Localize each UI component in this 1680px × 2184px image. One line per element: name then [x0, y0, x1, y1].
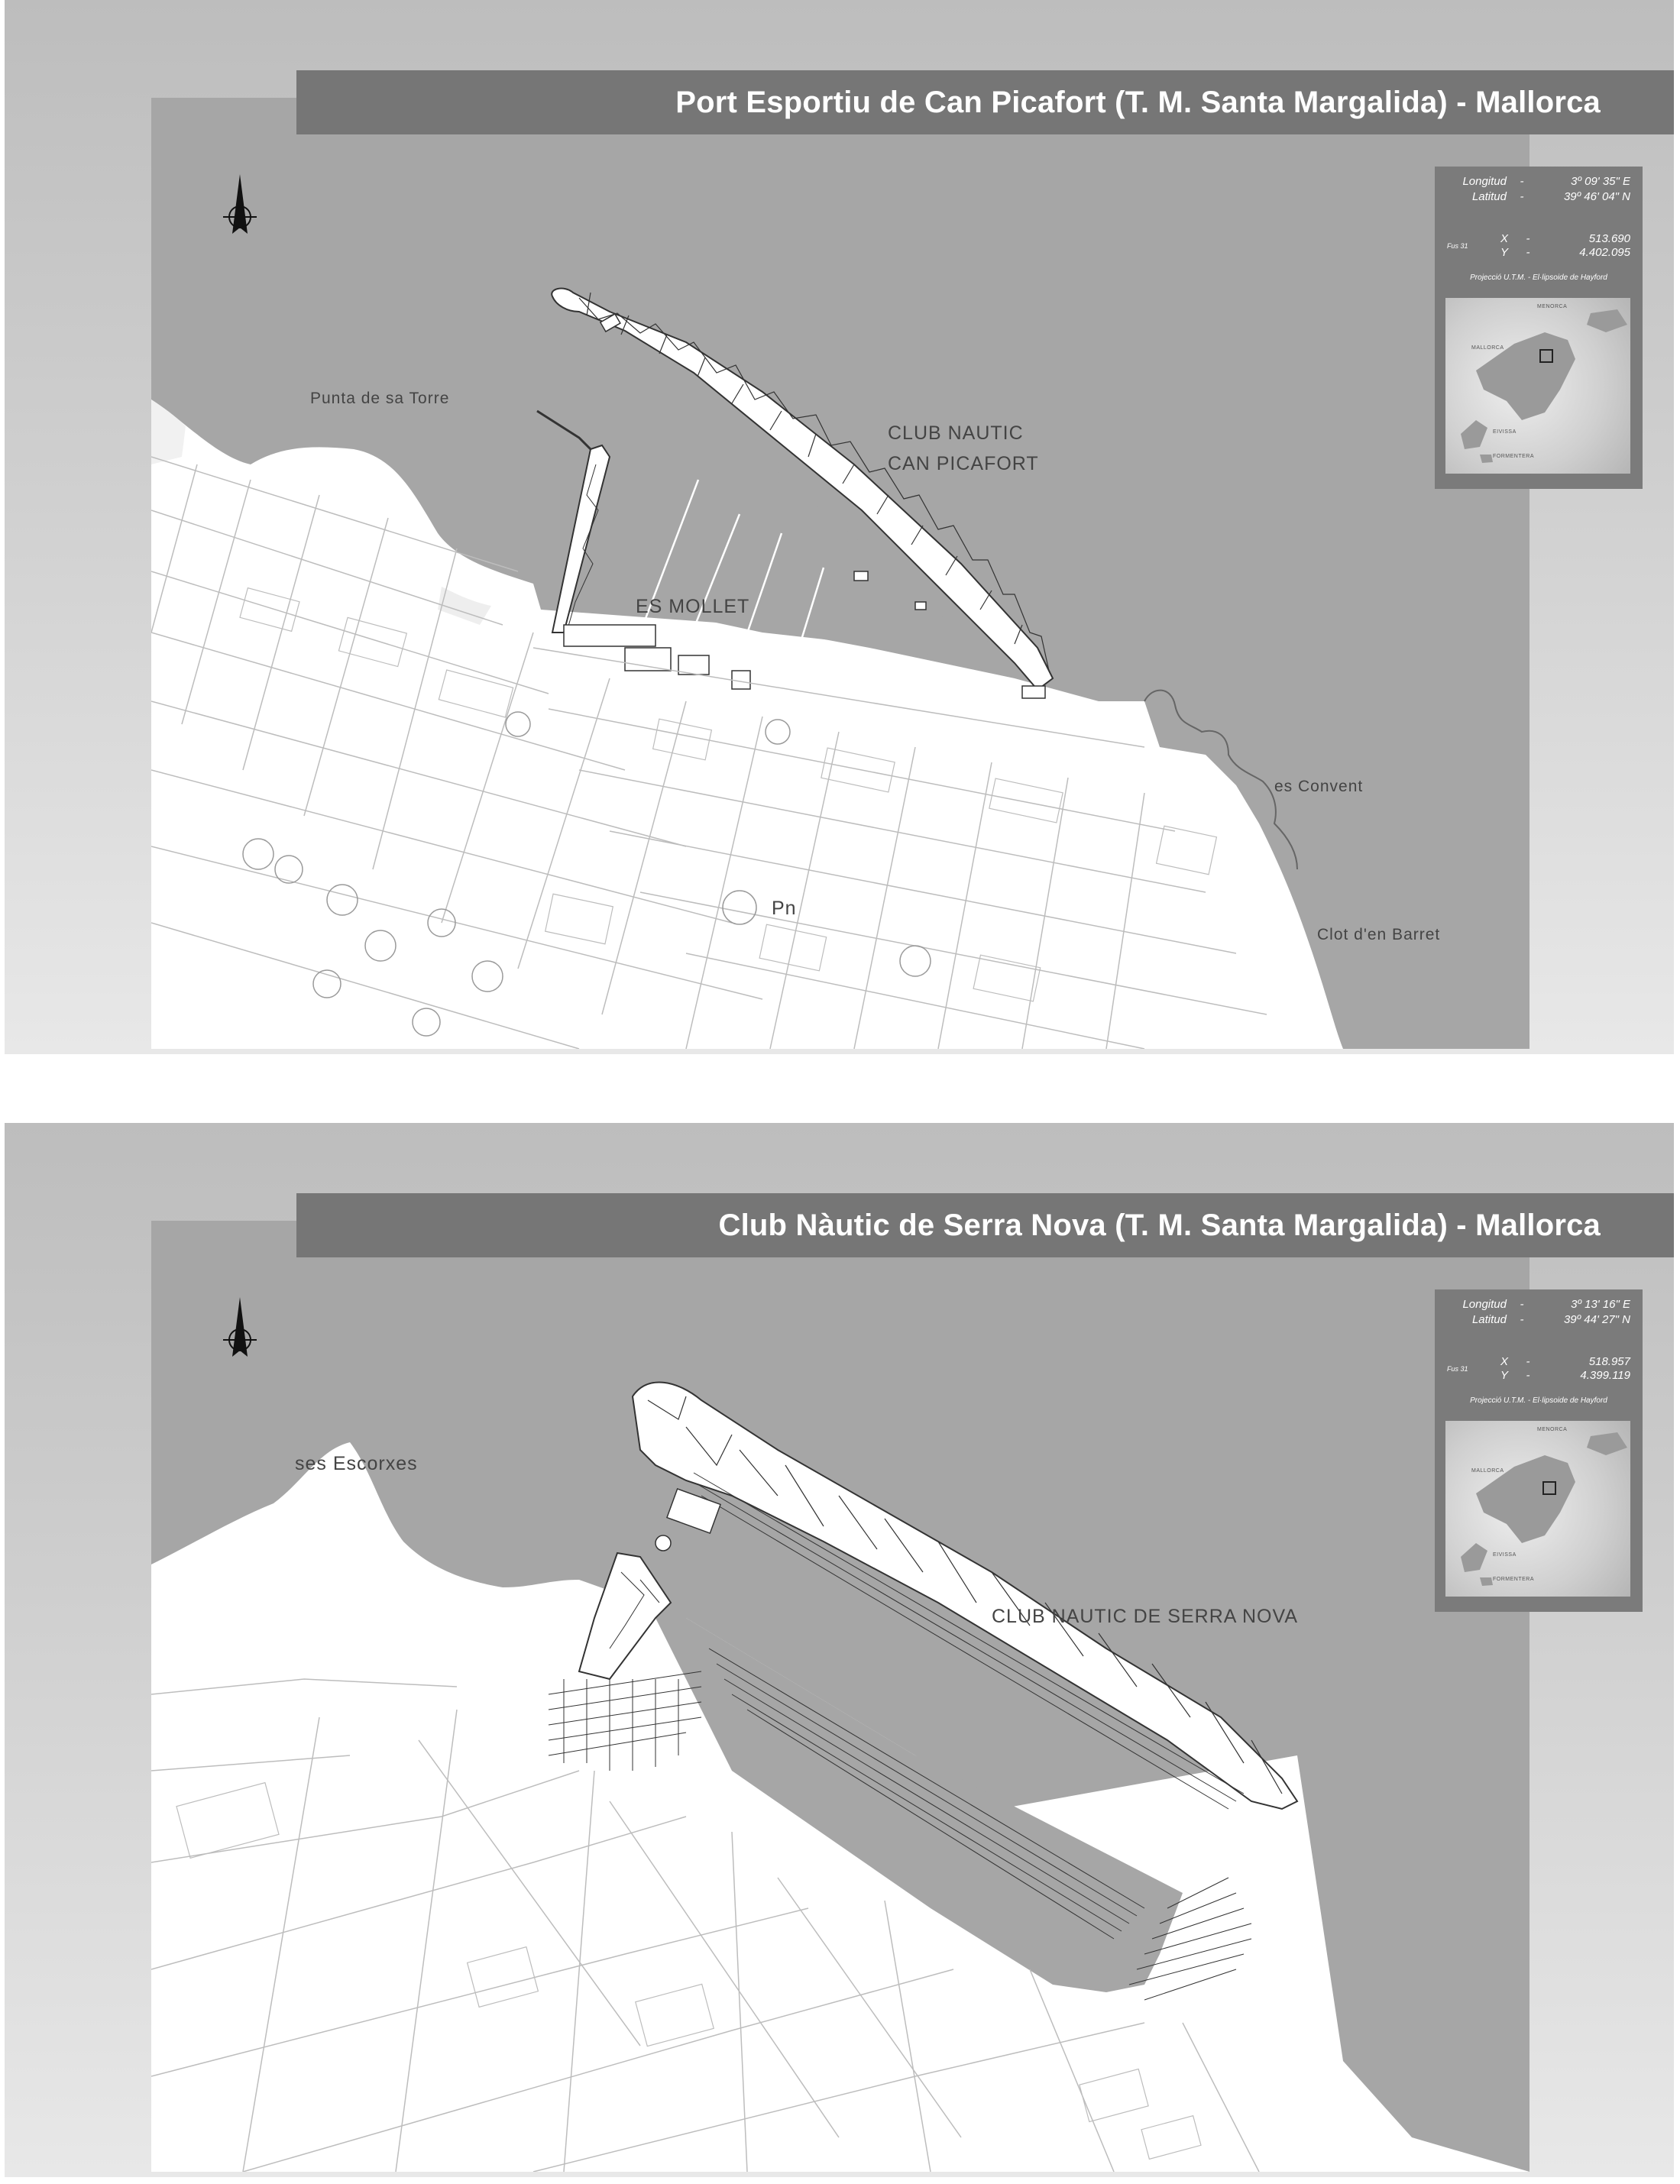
utm-zone: Fus 31 [1447, 242, 1468, 250]
latitude-label: Latitud [1471, 190, 1507, 203]
inset-map-balearic-islands [1445, 1421, 1630, 1597]
geographic-coordinates: Longitud - 3º 09' 35" E Latitud - 39º 46' 04" N [1447, 174, 1630, 205]
utm-y-value: 4.399.119 [1580, 1369, 1630, 1382]
label-pn: Pn [772, 898, 797, 919]
map-area [151, 98, 1529, 1049]
latitude-label: Latitud [1471, 1313, 1507, 1326]
latitude-value: 39º 44' 27" N [1563, 1313, 1630, 1326]
label-punta-de-sa-torre: Punta de sa Torre [310, 390, 450, 407]
utm-coordinates: Fus 31 X - 513.690 Y - 4.402.095 [1447, 232, 1630, 259]
geographic-coordinates: Longitud - 3º 13' 16" E Latitud - 39º 44' 27" N [1447, 1297, 1630, 1328]
projection-note: Projecció U.T.M. - El·lipsoide de Hayford [1470, 273, 1607, 282]
utm-y-value: 4.402.095 [1579, 246, 1630, 259]
inset-map-balearic-islands [1445, 298, 1630, 474]
map-panel-can-picafort [5, 0, 1674, 1054]
projection-note: Projecció U.T.M. - El·lipsoide de Hayford [1470, 1396, 1607, 1405]
north-arrow-icon [220, 1297, 260, 1360]
inset-label-formentera: FORMENTERA [1493, 1577, 1534, 1582]
map-panel-serra-nova [5, 1123, 1674, 2177]
location-info-box [1435, 1289, 1643, 1612]
inset-label-eivissa: EIVISSA [1493, 429, 1517, 435]
latitude-value: 39º 46' 04" N [1563, 190, 1630, 203]
longitude-label: Longitud [1462, 1298, 1507, 1311]
map-title: Port Esportiu de Can Picafort (T. M. Santa Margalida) - Mallorca [296, 70, 1674, 134]
map-area [151, 1221, 1529, 2172]
label-ses-escorxes: ses Escorxes [295, 1453, 418, 1474]
inset-label-mallorca: MALLORCA [1471, 1468, 1504, 1474]
location-info-box [1435, 167, 1643, 489]
label-club-nautic-line2: CAN PICAFORT [888, 453, 1039, 474]
label-club-nautic-serra-nova: CLUB NAUTIC DE SERRA NOVA [992, 1606, 1299, 1627]
inset-label-formentera: FORMENTERA [1493, 454, 1534, 459]
label-clot-den-barret: Clot d'en Barret [1317, 926, 1441, 943]
inset-label-menorca: MENORCA [1537, 304, 1568, 309]
inset-label-eivissa: EIVISSA [1493, 1552, 1517, 1558]
longitude-value: 3º 09' 35" E [1571, 175, 1630, 188]
longitude-label: Longitud [1462, 175, 1507, 188]
utm-zone: Fus 31 [1447, 1365, 1468, 1373]
label-es-mollet: ES MOLLET [636, 596, 750, 617]
utm-x-value: 518.957 [1588, 1355, 1630, 1368]
label-club-nautic-line1: CLUB NAUTIC [888, 422, 1024, 444]
longitude-value: 3º 13' 16" E [1571, 1298, 1630, 1311]
inset-label-menorca: MENORCA [1537, 1427, 1568, 1432]
inset-label-mallorca: MALLORCA [1471, 345, 1504, 351]
north-arrow-icon [220, 174, 260, 237]
utm-coordinates: Fus 31 X - 518.957 Y - 4.399.119 [1447, 1355, 1630, 1382]
utm-x-value: 513.690 [1588, 232, 1630, 245]
map-title: Club Nàutic de Serra Nova (T. M. Santa Margalida) - Mallorca [296, 1193, 1674, 1257]
label-es-convent: es Convent [1274, 778, 1364, 795]
